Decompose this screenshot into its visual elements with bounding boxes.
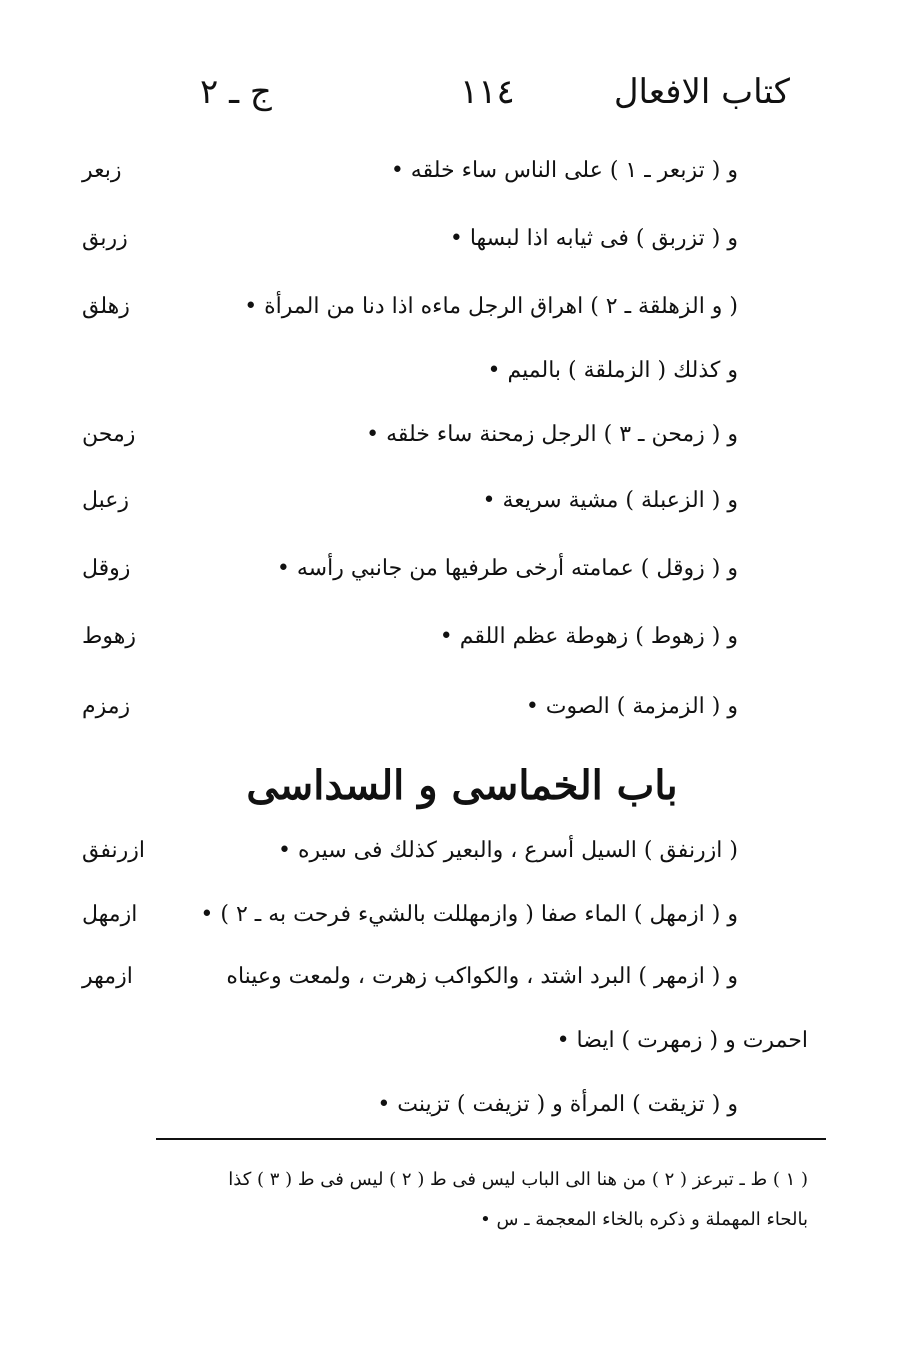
entry-root: زمزم: [82, 694, 131, 719]
entry-root: ازمهل: [82, 902, 138, 927]
entry-continuation: احمرت و ( زمهرت ) ايضا •: [556, 1028, 808, 1053]
entry-root: ازمهر: [82, 964, 133, 989]
entry-text: ( و الزهلقة ـ ٢ ) اهراق الرجل ماءه اذا دنا من المرأة •: [244, 294, 738, 319]
entry-text: و كذلك ( الزملقة ) بالميم •: [487, 358, 738, 383]
entry-root: ازرنفق: [82, 838, 145, 863]
footnote-line: بالحاء المهملة و ذكره بالخاء المعجمة ـ س •: [480, 1209, 808, 1230]
section-title: باب الخماسى و السداسى: [246, 762, 678, 809]
entry-text: و ( تزبعر ـ ١ ) على الناس ساء خلقه •: [390, 158, 738, 183]
entry-text: و ( ازمهل ) الماء صفا ( وازمهللت بالشيء فرحت به ـ ٢ ) •: [200, 902, 738, 927]
entry-root: زعبل: [82, 488, 130, 513]
entry-root: زهلق: [82, 294, 130, 319]
volume-label: ج ـ ٢: [200, 72, 272, 112]
page-header: [190, 72, 790, 122]
entry-text: و ( تزيقت ) المرأة و ( تزيفت ) تزينت •: [377, 1092, 738, 1117]
entry-root: زوقل: [82, 556, 131, 581]
entry-row: [0, 282, 924, 332]
entry-text: و ( زوقل ) عمامته أرخى طرفيها من جانبي رأسه •: [276, 556, 738, 581]
entry-text: و ( الزمزمة ) الصوت •: [525, 694, 738, 719]
footnote-divider: [156, 1138, 826, 1140]
entry-root: زهوط: [82, 624, 136, 649]
entry-row: [0, 214, 924, 264]
entry-row: [0, 826, 924, 876]
entry-root: زربق: [82, 226, 128, 251]
entry-row: [0, 146, 924, 196]
entry-row: [0, 952, 924, 1002]
entry-row: [0, 346, 924, 396]
entry-root: زبعر: [82, 158, 122, 183]
entry-row: [0, 612, 924, 662]
entry-text: و ( تزربق ) فى ثيابه اذا لبسها •: [449, 226, 738, 251]
entry-row: [0, 410, 924, 460]
page-number: ١١٤: [460, 72, 515, 112]
footnote-line: ( ١ ) ط ـ تبرعز ( ٢ ) من هنا الى الباب ليس فى ط ( ٢ ) ليس فى ط ( ٣ ) كذا: [228, 1169, 808, 1190]
entry-text: و ( ازمهر ) البرد اشتد ، والكواكب زهرت ، ولمعت وعيناه: [226, 964, 738, 989]
entry-row: [0, 476, 924, 526]
entry-text: و ( زمحن ـ ٣ ) الرجل زمحنة ساء خلقه •: [366, 422, 738, 447]
entry-text: و ( الزعبلة ) مشية سريعة •: [482, 488, 738, 513]
entry-row: [0, 682, 924, 732]
entry-row: [0, 544, 924, 594]
entry-root: زمحن: [82, 422, 136, 447]
entry-text: ( ازرنفق ) السيل أسرع ، والبعير كذلك فى سيره •: [277, 838, 738, 863]
entry-text: و ( زهوط ) زهوطة عظم اللقم •: [439, 624, 738, 649]
book-title: كتاب الافعال: [613, 72, 790, 112]
entry-row: [0, 890, 924, 940]
